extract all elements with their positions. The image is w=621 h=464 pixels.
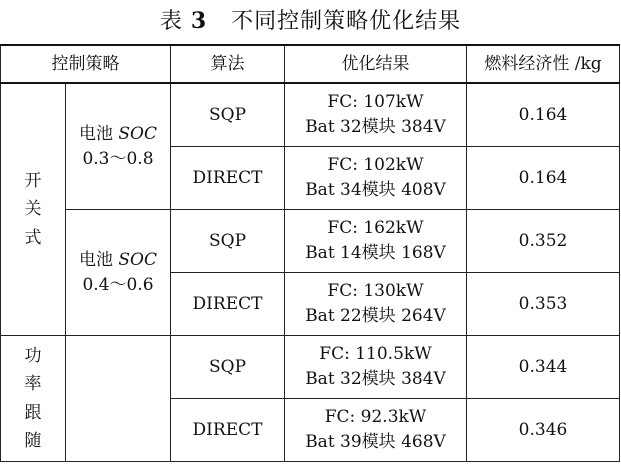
algorithm-cell: SQP [171,210,285,273]
economy-cell: 0.346 [467,399,620,462]
bat-value: Bat 22模块 264V [305,306,446,326]
group-onoff-label: 开关式 [24,171,42,248]
header-strategy: 控制策略 [1,45,171,83]
algorithm-cell: SQP [171,83,285,147]
range-cell-empty [66,336,171,462]
results-table-container [0,44,621,464]
result-cell [285,399,467,462]
range-soc: SOC [118,123,157,144]
fc-value: FC: 107kW [327,92,424,113]
range-soc: SOC [118,249,157,270]
fc-value: FC: 102kW [327,155,424,176]
table-title [0,4,621,35]
economy-cell: 0.353 [467,273,620,336]
range-prefix: 电池 [79,249,119,270]
table-row [1,336,620,399]
result-cell [285,83,467,147]
bat-value: Bat 32模块 384V [305,117,446,137]
result-cell [285,273,467,336]
economy-cell: 0.344 [467,336,620,399]
header-algorithm: 算法 [171,45,285,83]
table-title-text: 不同控制策略优化结果 [231,9,462,34]
algorithm-cell: SQP [171,336,285,399]
range-label [66,248,170,273]
result-cell [285,147,467,210]
fc-value: FC: 110.5kW [319,344,432,365]
table-row [1,210,620,273]
algorithm-cell: DIRECT [171,399,285,462]
range-cell [66,210,171,336]
bat-value: Bat 39模块 468V [305,432,446,452]
range-label [66,122,170,147]
bat-value: Bat 32模块 384V [305,369,446,389]
results-table [0,44,620,462]
algorithm-cell: DIRECT [171,147,285,210]
economy-cell: 0.164 [467,83,620,147]
range-cell [66,83,171,210]
result-cell [285,336,467,399]
table-title-number: 3 [190,8,208,34]
table-title-prefix: 表 [159,9,183,34]
range-prefix: 电池 [79,123,119,144]
header-result: 优化结果 [285,45,467,83]
bat-value: Bat 34模块 408V [305,180,446,200]
range-interval: 0.4～0.6 [82,274,154,295]
group-power-follow-cell [1,336,66,462]
group-onoff-cell [1,83,66,336]
group-power-follow-label: 功率跟随 [24,346,42,451]
header-row [1,45,620,83]
fc-value: FC: 162kW [327,218,424,239]
fc-value: FC: 92.3kW [324,407,427,428]
table-row [1,83,620,147]
header-economy: 燃料经济性 /kg [467,45,620,83]
result-cell [285,210,467,273]
bat-value: Bat 14模块 168V [305,243,446,263]
fc-value: FC: 130kW [327,281,424,302]
economy-cell: 0.164 [467,147,620,210]
range-interval: 0.3～0.8 [82,148,154,169]
algorithm-cell: DIRECT [171,273,285,336]
economy-cell: 0.352 [467,210,620,273]
